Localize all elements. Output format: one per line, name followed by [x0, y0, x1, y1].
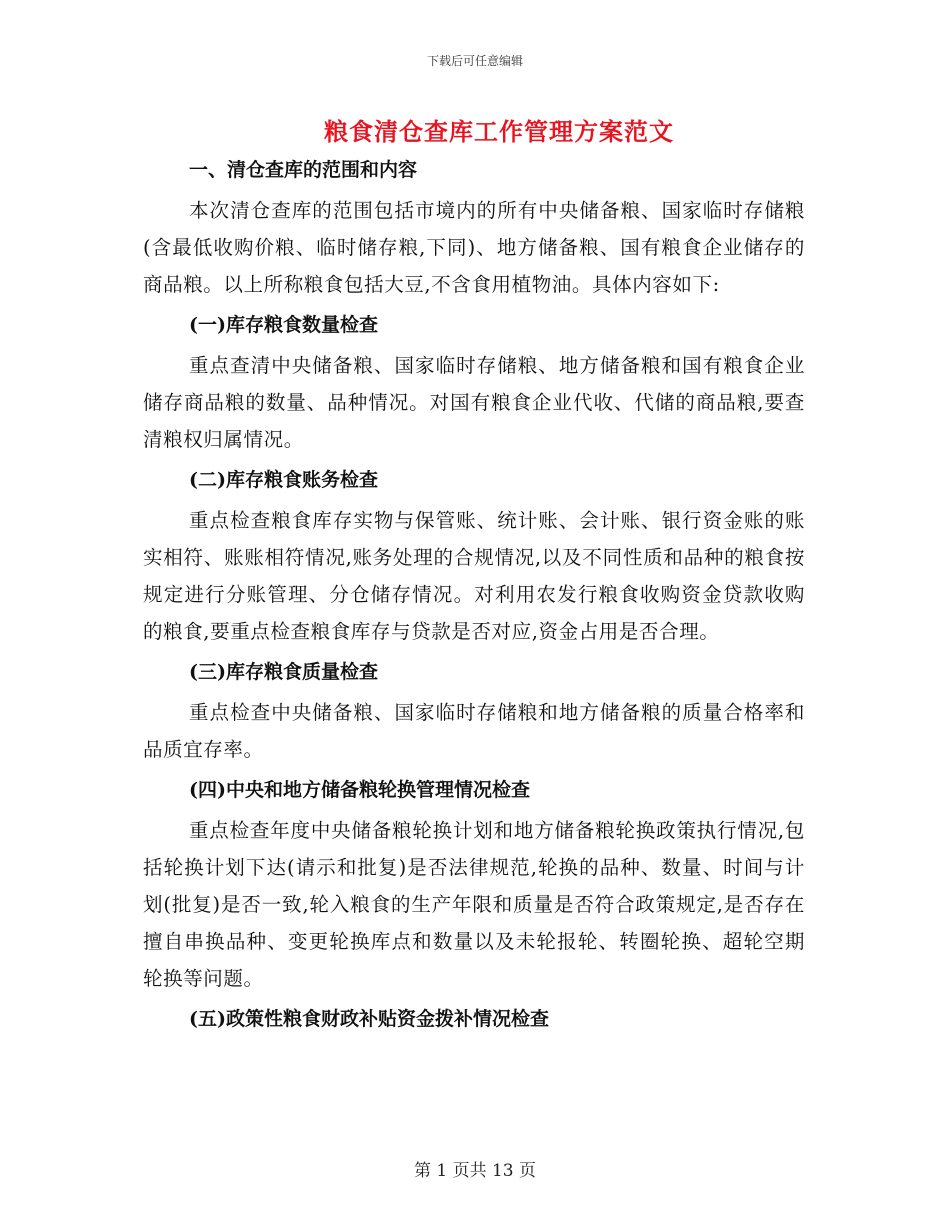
paragraph: 重点查清中央储备粮、国家临时存储粮、地方储备粮和国有粮食企业储存商品粮的数量、品种情况。对国有粮食企业代收、代储的商品粮,要查清粮权归属情况。: [143, 354, 805, 451]
subsection-heading: (二)库存粮食账务检查: [189, 469, 378, 491]
subsection-heading: (三)库存粮食质量检查: [189, 661, 378, 683]
page-header-note: 下载后可任意编辑: [426, 54, 523, 68]
paragraph: 重点检查年度中央储备粮轮换计划和地方储备粮轮换政策执行情况,包括轮换计划下达(请示和批复)是否法律规范,轮换的品种、数量、时间与计划(批复)是否一致,轮入粮食的生产年限和质量是否符合政策规定,是否存在擅自串换品种、变更轮换库点和数量以及未轮报轮、转圈轮换、超轮空期轮换等问题。: [143, 819, 805, 990]
subsection-heading: (一)库存粮食数量检查: [189, 314, 378, 336]
paragraph: 重点检查粮食库存实物与保管账、统计账、会计账、银行资金账的账实相符、账账相符情况,账务处理的合规情况,以及不同性质和品种的粮食按规定进行分账管理、分仓储存情况。对利用农发行粮食收购资金贷款收购的粮食,要重点检查粮食库存与贷款是否对应,资金占用是否合理。: [143, 509, 805, 643]
page-number: 第 1 页共 13 页: [413, 1161, 537, 1181]
paragraph: 本次清仓查库的范围包括市境内的所有中央储备粮、国家临时存储粮(含最低收购价粮、临时储存粮,下同)、地方储备粮、国有粮食企业储存的商品粮。以上所称粮食包括大豆,不含食用植物油。具体内容如下:: [143, 199, 805, 296]
subsection-heading: (四)中央和地方储备粮轮换管理情况检查: [189, 779, 530, 801]
document-body: [143, 148, 805, 1041]
document-title: 粮食清仓查库工作管理方案范文: [324, 117, 674, 146]
section-heading: 一、清仓查库的范围和内容: [189, 159, 418, 181]
paragraph: 重点检查中央储备粮、国家临时存储粮和地方储备粮的质量合格率和品质宜存率。: [143, 701, 805, 761]
subsection-heading: (五)政策性粮食财政补贴资金拨补情况检查: [189, 1008, 549, 1030]
